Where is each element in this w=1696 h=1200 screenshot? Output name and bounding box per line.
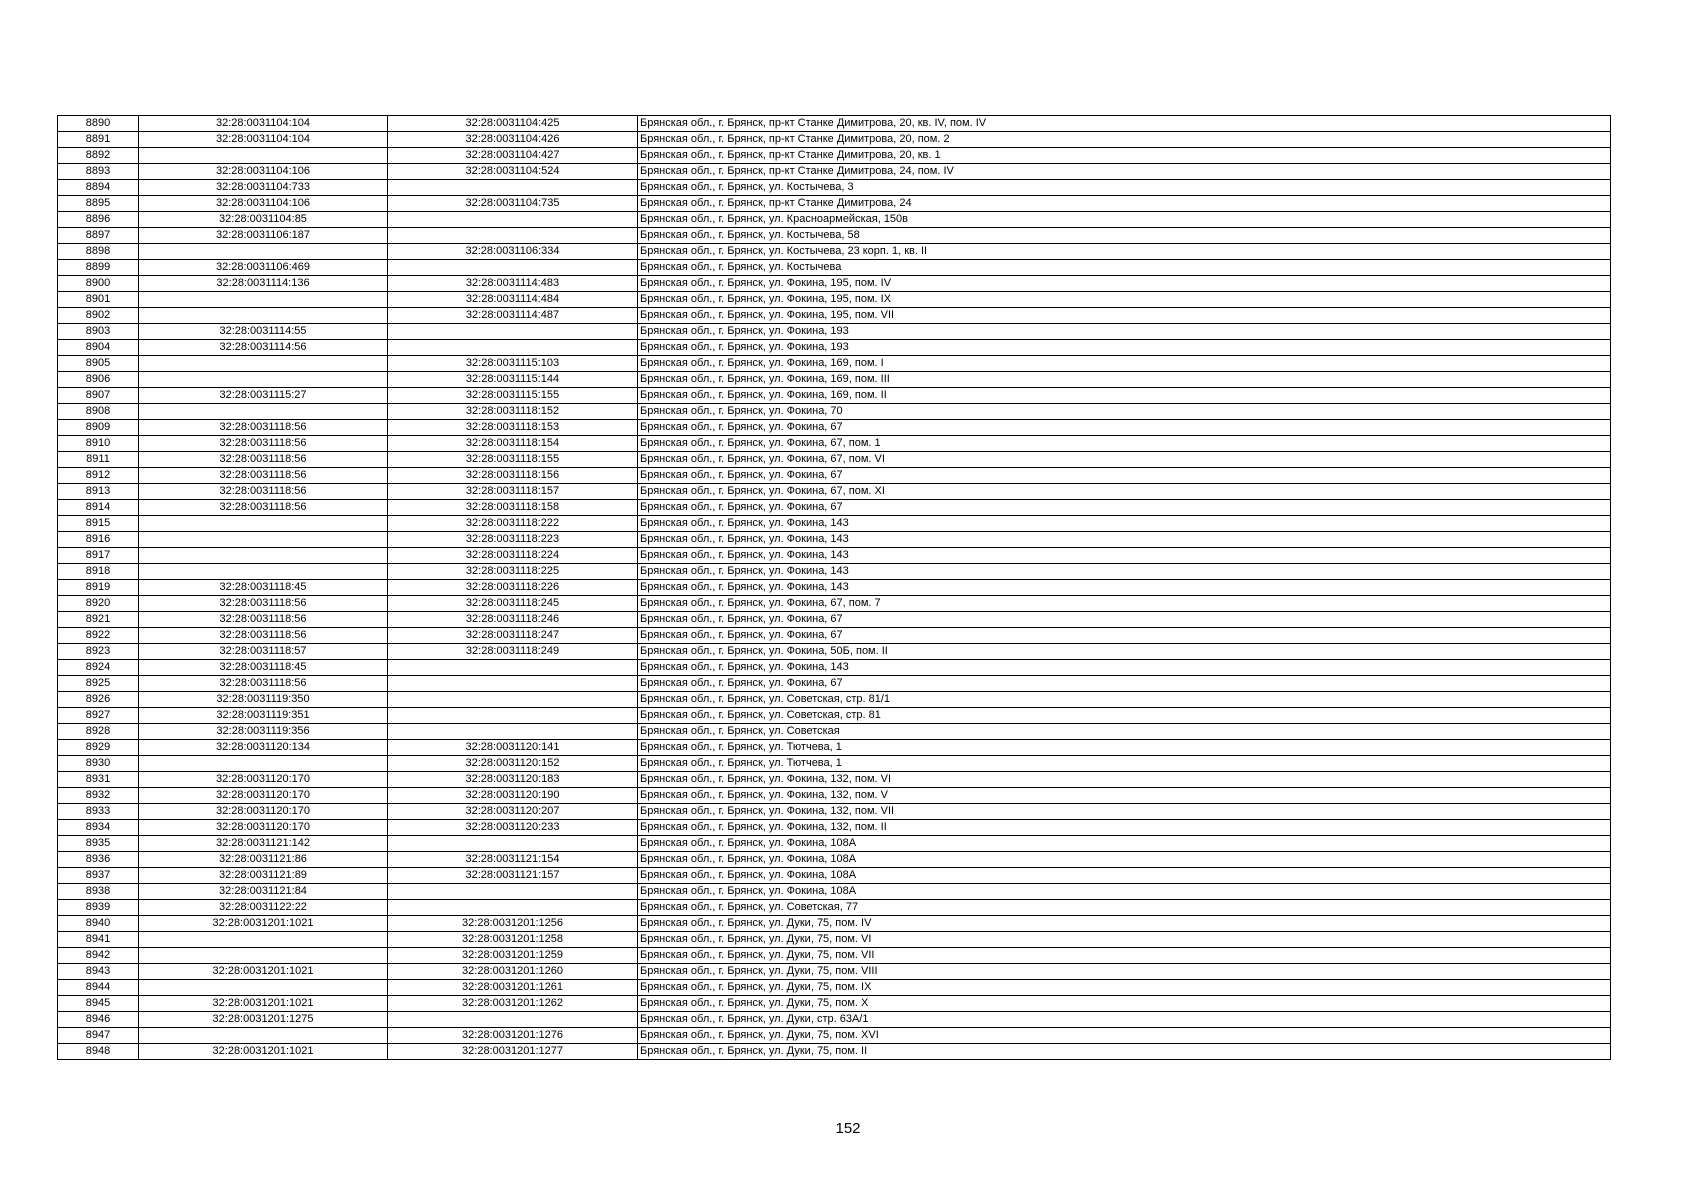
table-row <box>58 980 1611 996</box>
row-number-cell: 8941 <box>58 932 139 948</box>
row-number-cell: 8943 <box>58 964 139 980</box>
cadastral-object-cell: 32:28:0031104:427 <box>388 148 638 164</box>
row-number-cell: 8904 <box>58 340 139 356</box>
address-cell: Брянская обл., г. Брянск, ул. Фокина, 67, пом. XI <box>638 484 1611 500</box>
row-number-cell: 8908 <box>58 404 139 420</box>
cadastral-object-cell <box>388 228 638 244</box>
row-number-cell: 8919 <box>58 580 139 596</box>
row-number-cell: 8918 <box>58 564 139 580</box>
cadastral-parent-cell <box>139 756 388 772</box>
table-row <box>58 596 1611 612</box>
cadastral-object-cell <box>388 724 638 740</box>
cadastral-parent-cell <box>139 932 388 948</box>
cadastral-parent-cell: 32:28:0031121:84 <box>139 884 388 900</box>
cadastral-object-cell: 32:28:0031118:156 <box>388 468 638 484</box>
cadastral-object-cell <box>388 660 638 676</box>
address-cell: Брянская обл., г. Брянск, ул. Костычева, 23 корп. 1, кв. II <box>638 244 1611 260</box>
cadastral-object-cell: 32:28:0031114:487 <box>388 308 638 324</box>
cadastral-parent-cell: 32:28:0031120:170 <box>139 772 388 788</box>
row-number-cell: 8934 <box>58 820 139 836</box>
table-row <box>58 740 1611 756</box>
table-row <box>58 724 1611 740</box>
address-cell: Брянская обл., г. Брянск, ул. Фокина, 195, пом. VII <box>638 308 1611 324</box>
cadastral-parent-cell <box>139 292 388 308</box>
address-cell: Брянская обл., г. Брянск, ул. Советская, 77 <box>638 900 1611 916</box>
address-cell: Брянская обл., г. Брянск, ул. Дуки, 75, пом. X <box>638 996 1611 1012</box>
cadastral-object-cell: 32:28:0031114:483 <box>388 276 638 292</box>
cadastral-parent-cell <box>139 948 388 964</box>
cadastral-object-cell: 32:28:0031115:144 <box>388 372 638 388</box>
cadastral-parent-cell: 32:28:0031120:134 <box>139 740 388 756</box>
cadastral-object-cell: 32:28:0031118:249 <box>388 644 638 660</box>
cadastral-object-cell <box>388 212 638 228</box>
table-row <box>58 884 1611 900</box>
row-number-cell: 8920 <box>58 596 139 612</box>
address-cell: Брянская обл., г. Брянск, ул. Фокина, 132, пом. II <box>638 820 1611 836</box>
address-cell: Брянская обл., г. Брянск, пр-кт Станке Димитрова, 24, пом. IV <box>638 164 1611 180</box>
cadastral-parent-cell: 32:28:0031201:1021 <box>139 916 388 932</box>
address-cell: Брянская обл., г. Брянск, ул. Фокина, 108А <box>638 852 1611 868</box>
row-number-cell: 8913 <box>58 484 139 500</box>
table-row <box>58 644 1611 660</box>
row-number-cell: 8909 <box>58 420 139 436</box>
table-row <box>58 484 1611 500</box>
cadastral-object-cell: 32:28:0031118:224 <box>388 548 638 564</box>
cadastral-parent-cell <box>139 308 388 324</box>
cadastral-parent-cell: 32:28:0031104:104 <box>139 116 388 132</box>
address-cell: Брянская обл., г. Брянск, ул. Фокина, 67 <box>638 500 1611 516</box>
table-row <box>58 292 1611 308</box>
cadastral-parent-cell <box>139 244 388 260</box>
cadastral-parent-cell: 32:28:0031118:56 <box>139 500 388 516</box>
cadastral-object-cell <box>388 1012 638 1028</box>
cadastral-object-cell: 32:28:0031118:246 <box>388 612 638 628</box>
row-number-cell: 8944 <box>58 980 139 996</box>
address-cell: Брянская обл., г. Брянск, ул. Костычева <box>638 260 1611 276</box>
table-row <box>58 148 1611 164</box>
table-row <box>58 804 1611 820</box>
row-number-cell: 8928 <box>58 724 139 740</box>
cadastral-object-cell: 32:28:0031201:1262 <box>388 996 638 1012</box>
cadastral-object-cell: 32:28:0031104:426 <box>388 132 638 148</box>
address-cell: Брянская обл., г. Брянск, ул. Советская, стр. 81 <box>638 708 1611 724</box>
address-cell: Брянская обл., г. Брянск, ул. Фокина, 169, пом. II <box>638 388 1611 404</box>
address-cell: Брянская обл., г. Брянск, ул. Дуки, 75, пом. XVI <box>638 1028 1611 1044</box>
table-row <box>58 356 1611 372</box>
table-row <box>58 820 1611 836</box>
cadastral-object-cell: 32:28:0031120:190 <box>388 788 638 804</box>
cadastral-object-cell: 32:28:0031118:154 <box>388 436 638 452</box>
address-cell: Брянская обл., г. Брянск, ул. Фокина, 67, пом. VI <box>638 452 1611 468</box>
cadastral-parent-cell: 32:28:0031121:89 <box>139 868 388 884</box>
cadastral-parent-cell: 32:28:0031118:57 <box>139 644 388 660</box>
cadastral-object-cell <box>388 324 638 340</box>
cadastral-object-cell: 32:28:0031201:1276 <box>388 1028 638 1044</box>
table-row <box>58 308 1611 324</box>
cadastral-object-cell <box>388 340 638 356</box>
cadastral-parent-cell: 32:28:0031120:170 <box>139 788 388 804</box>
address-cell: Брянская обл., г. Брянск, ул. Костычева, 3 <box>638 180 1611 196</box>
table-row <box>58 948 1611 964</box>
cadastral-object-cell <box>388 260 638 276</box>
row-number-cell: 8929 <box>58 740 139 756</box>
address-cell: Брянская обл., г. Брянск, ул. Фокина, 67 <box>638 676 1611 692</box>
table-row <box>58 180 1611 196</box>
cadastral-object-cell: 32:28:0031121:157 <box>388 868 638 884</box>
table-row <box>58 580 1611 596</box>
table-row <box>58 260 1611 276</box>
row-number-cell: 8933 <box>58 804 139 820</box>
table-row <box>58 996 1611 1012</box>
table-row <box>58 1028 1611 1044</box>
address-cell: Брянская обл., г. Брянск, ул. Фокина, 67 <box>638 420 1611 436</box>
table-row <box>58 372 1611 388</box>
table-row <box>58 756 1611 772</box>
row-number-cell: 8932 <box>58 788 139 804</box>
cadastral-parent-cell: 32:28:0031104:106 <box>139 164 388 180</box>
table-row <box>58 612 1611 628</box>
row-number-cell: 8922 <box>58 628 139 644</box>
cadastral-parent-cell <box>139 564 388 580</box>
cadastral-object-cell: 32:28:0031118:247 <box>388 628 638 644</box>
cadastral-object-cell <box>388 180 638 196</box>
cadastral-parent-cell: 32:28:0031106:469 <box>139 260 388 276</box>
address-cell: Брянская обл., г. Брянск, ул. Дуки, 75, пом. IV <box>638 916 1611 932</box>
cadastral-parent-cell: 32:28:0031114:136 <box>139 276 388 292</box>
cadastral-parent-cell: 32:28:0031104:106 <box>139 196 388 212</box>
address-cell: Брянская обл., г. Брянск, ул. Фокина, 193 <box>638 340 1611 356</box>
table-row <box>58 468 1611 484</box>
address-cell: Брянская обл., г. Брянск, ул. Фокина, 193 <box>638 324 1611 340</box>
row-number-cell: 8893 <box>58 164 139 180</box>
table-row <box>58 628 1611 644</box>
table-row <box>58 868 1611 884</box>
cadastral-parent-cell <box>139 372 388 388</box>
register-table <box>57 115 1611 1060</box>
row-number-cell: 8931 <box>58 772 139 788</box>
cadastral-object-cell: 32:28:0031120:183 <box>388 772 638 788</box>
cadastral-parent-cell: 32:28:0031201:1021 <box>139 1044 388 1060</box>
cadastral-parent-cell: 32:28:0031114:56 <box>139 340 388 356</box>
address-cell: Брянская обл., г. Брянск, ул. Фокина, 67 <box>638 468 1611 484</box>
address-cell: Брянская обл., г. Брянск, ул. Фокина, 195, пом. IX <box>638 292 1611 308</box>
address-cell: Брянская обл., г. Брянск, ул. Фокина, 169, пом. III <box>638 372 1611 388</box>
row-number-cell: 8905 <box>58 356 139 372</box>
address-cell: Брянская обл., г. Брянск, ул. Тютчева, 1 <box>638 756 1611 772</box>
address-cell: Брянская обл., г. Брянск, ул. Советская <box>638 724 1611 740</box>
cadastral-parent-cell: 32:28:0031115:27 <box>139 388 388 404</box>
row-number-cell: 8911 <box>58 452 139 468</box>
row-number-cell: 8914 <box>58 500 139 516</box>
row-number-cell: 8917 <box>58 548 139 564</box>
table-row <box>58 532 1611 548</box>
cadastral-object-cell <box>388 836 638 852</box>
address-cell: Брянская обл., г. Брянск, ул. Фокина, 67 <box>638 612 1611 628</box>
row-number-cell: 8912 <box>58 468 139 484</box>
address-cell: Брянская обл., г. Брянск, ул. Дуки, 75, пом. VII <box>638 948 1611 964</box>
cadastral-object-cell: 32:28:0031118:155 <box>388 452 638 468</box>
cadastral-parent-cell: 32:28:0031120:170 <box>139 804 388 820</box>
address-cell: Брянская обл., г. Брянск, ул. Костычева, 58 <box>638 228 1611 244</box>
cadastral-parent-cell: 32:28:0031118:56 <box>139 436 388 452</box>
table-row <box>58 772 1611 788</box>
cadastral-parent-cell: 32:28:0031104:104 <box>139 132 388 148</box>
cadastral-object-cell: 32:28:0031201:1256 <box>388 916 638 932</box>
cadastral-parent-cell: 32:28:0031106:187 <box>139 228 388 244</box>
address-cell: Брянская обл., г. Брянск, ул. Фокина, 132, пом. VII <box>638 804 1611 820</box>
cadastral-object-cell: 32:28:0031121:154 <box>388 852 638 868</box>
cadastral-object-cell: 32:28:0031106:334 <box>388 244 638 260</box>
cadastral-parent-cell: 32:28:0031118:56 <box>139 452 388 468</box>
cadastral-parent-cell: 32:28:0031118:56 <box>139 484 388 500</box>
address-cell: Брянская обл., г. Брянск, пр-кт Станке Димитрова, 24 <box>638 196 1611 212</box>
table-row <box>58 900 1611 916</box>
row-number-cell: 8938 <box>58 884 139 900</box>
cadastral-parent-cell: 32:28:0031118:45 <box>139 660 388 676</box>
cadastral-parent-cell: 32:28:0031201:1021 <box>139 964 388 980</box>
table-row <box>58 548 1611 564</box>
cadastral-parent-cell <box>139 1028 388 1044</box>
table-row <box>58 564 1611 580</box>
cadastral-parent-cell: 32:28:0031118:56 <box>139 468 388 484</box>
cadastral-parent-cell <box>139 404 388 420</box>
table-row <box>58 932 1611 948</box>
cadastral-object-cell: 32:28:0031120:233 <box>388 820 638 836</box>
row-number-cell: 8948 <box>58 1044 139 1060</box>
row-number-cell: 8946 <box>58 1012 139 1028</box>
cadastral-parent-cell: 32:28:0031118:56 <box>139 676 388 692</box>
cadastral-object-cell: 32:28:0031118:226 <box>388 580 638 596</box>
address-cell: Брянская обл., г. Брянск, пр-кт Станке Димитрова, 20, кв. 1 <box>638 148 1611 164</box>
cadastral-object-cell: 32:28:0031118:225 <box>388 564 638 580</box>
address-cell: Брянская обл., г. Брянск, ул. Фокина, 67, пом. 1 <box>638 436 1611 452</box>
cadastral-parent-cell <box>139 532 388 548</box>
cadastral-parent-cell: 32:28:0031118:56 <box>139 612 388 628</box>
address-cell: Брянская обл., г. Брянск, ул. Фокина, 143 <box>638 516 1611 532</box>
table-row <box>58 964 1611 980</box>
cadastral-object-cell: 32:28:0031201:1259 <box>388 948 638 964</box>
row-number-cell: 8892 <box>58 148 139 164</box>
table-row <box>58 708 1611 724</box>
cadastral-object-cell: 32:28:0031114:484 <box>388 292 638 308</box>
address-cell: Брянская обл., г. Брянск, ул. Фокина, 132, пом. V <box>638 788 1611 804</box>
cadastral-parent-cell: 32:28:0031104:733 <box>139 180 388 196</box>
address-cell: Брянская обл., г. Брянск, ул. Дуки, 75, пом. IX <box>638 980 1611 996</box>
cadastral-parent-cell: 32:28:0031119:356 <box>139 724 388 740</box>
address-cell: Брянская обл., г. Брянск, ул. Фокина, 67 <box>638 628 1611 644</box>
cadastral-parent-cell: 32:28:0031120:170 <box>139 820 388 836</box>
address-cell: Брянская обл., г. Брянск, ул. Советская, стр. 81/1 <box>638 692 1611 708</box>
row-number-cell: 8940 <box>58 916 139 932</box>
cadastral-object-cell: 32:28:0031118:153 <box>388 420 638 436</box>
address-cell: Брянская обл., г. Брянск, ул. Фокина, 143 <box>638 580 1611 596</box>
cadastral-parent-cell: 32:28:0031121:86 <box>139 852 388 868</box>
address-cell: Брянская обл., г. Брянск, ул. Фокина, 143 <box>638 564 1611 580</box>
row-number-cell: 8895 <box>58 196 139 212</box>
cadastral-object-cell: 32:28:0031201:1258 <box>388 932 638 948</box>
table-row <box>58 676 1611 692</box>
cadastral-object-cell: 32:28:0031120:141 <box>388 740 638 756</box>
row-number-cell: 8937 <box>58 868 139 884</box>
cadastral-object-cell: 32:28:0031118:157 <box>388 484 638 500</box>
table-row <box>58 244 1611 260</box>
address-cell: Брянская обл., г. Брянск, ул. Фокина, 132, пом. VI <box>638 772 1611 788</box>
address-cell: Брянская обл., г. Брянск, ул. Фокина, 50Б, пом. II <box>638 644 1611 660</box>
row-number-cell: 8890 <box>58 116 139 132</box>
cadastral-object-cell: 32:28:0031118:222 <box>388 516 638 532</box>
table-row <box>58 660 1611 676</box>
table-row <box>58 324 1611 340</box>
row-number-cell: 8925 <box>58 676 139 692</box>
row-number-cell: 8947 <box>58 1028 139 1044</box>
row-number-cell: 8915 <box>58 516 139 532</box>
table-row <box>58 420 1611 436</box>
cadastral-object-cell: 32:28:0031104:425 <box>388 116 638 132</box>
cadastral-object-cell <box>388 884 638 900</box>
row-number-cell: 8935 <box>58 836 139 852</box>
cadastral-object-cell: 32:28:0031201:1277 <box>388 1044 638 1060</box>
cadastral-object-cell: 32:28:0031201:1261 <box>388 980 638 996</box>
address-cell: Брянская обл., г. Брянск, ул. Фокина, 108А <box>638 884 1611 900</box>
row-number-cell: 8927 <box>58 708 139 724</box>
row-number-cell: 8945 <box>58 996 139 1012</box>
table-row <box>58 164 1611 180</box>
address-cell: Брянская обл., г. Брянск, ул. Дуки, стр. 63А/1 <box>638 1012 1611 1028</box>
table-row <box>58 500 1611 516</box>
row-number-cell: 8930 <box>58 756 139 772</box>
table-row <box>58 516 1611 532</box>
cadastral-object-cell: 32:28:0031118:245 <box>388 596 638 612</box>
row-number-cell: 8906 <box>58 372 139 388</box>
cadastral-object-cell <box>388 900 638 916</box>
cadastral-object-cell: 32:28:0031120:207 <box>388 804 638 820</box>
cadastral-object-cell <box>388 708 638 724</box>
cadastral-parent-cell: 32:28:0031201:1021 <box>139 996 388 1012</box>
row-number-cell: 8924 <box>58 660 139 676</box>
address-cell: Брянская обл., г. Брянск, ул. Фокина, 195, пом. IV <box>638 276 1611 292</box>
address-cell: Брянская обл., г. Брянск, пр-кт Станке Димитрова, 20, кв. IV, пом. IV <box>638 116 1611 132</box>
cadastral-parent-cell: 32:28:0031118:56 <box>139 420 388 436</box>
cadastral-object-cell: 32:28:0031118:223 <box>388 532 638 548</box>
row-number-cell: 8942 <box>58 948 139 964</box>
address-cell: Брянская обл., г. Брянск, ул. Фокина, 70 <box>638 404 1611 420</box>
address-cell: Брянская обл., г. Брянск, ул. Фокина, 143 <box>638 660 1611 676</box>
page-number: 152 <box>835 1120 861 1137</box>
row-number-cell: 8926 <box>58 692 139 708</box>
row-number-cell: 8902 <box>58 308 139 324</box>
address-cell: Брянская обл., г. Брянск, ул. Фокина, 108А <box>638 836 1611 852</box>
row-number-cell: 8899 <box>58 260 139 276</box>
cadastral-parent-cell: 32:28:0031118:56 <box>139 628 388 644</box>
table-row <box>58 404 1611 420</box>
table-row <box>58 340 1611 356</box>
cadastral-parent-cell <box>139 548 388 564</box>
table-row <box>58 1044 1611 1060</box>
address-cell: Брянская обл., г. Брянск, ул. Фокина, 143 <box>638 532 1611 548</box>
table-row <box>58 196 1611 212</box>
address-cell: Брянская обл., г. Брянск, ул. Фокина, 169, пом. I <box>638 356 1611 372</box>
table-row <box>58 276 1611 292</box>
table-row <box>58 132 1611 148</box>
register-table-body <box>58 116 1611 1060</box>
table-row <box>58 836 1611 852</box>
table-row <box>58 228 1611 244</box>
row-number-cell: 8898 <box>58 244 139 260</box>
cadastral-object-cell: 32:28:0031115:103 <box>388 356 638 372</box>
address-cell: Брянская обл., г. Брянск, ул. Фокина, 143 <box>638 548 1611 564</box>
cadastral-parent-cell: 32:28:0031118:56 <box>139 596 388 612</box>
cadastral-parent-cell: 32:28:0031201:1275 <box>139 1012 388 1028</box>
cadastral-parent-cell: 32:28:0031118:45 <box>139 580 388 596</box>
row-number-cell: 8894 <box>58 180 139 196</box>
row-number-cell: 8936 <box>58 852 139 868</box>
table-row <box>58 916 1611 932</box>
table-row <box>58 692 1611 708</box>
table-row <box>58 1012 1611 1028</box>
address-cell: Брянская обл., г. Брянск, пр-кт Станке Димитрова, 20, пом. 2 <box>638 132 1611 148</box>
cadastral-object-cell: 32:28:0031201:1260 <box>388 964 638 980</box>
cadastral-object-cell: 32:28:0031104:524 <box>388 164 638 180</box>
row-number-cell: 8910 <box>58 436 139 452</box>
cadastral-parent-cell: 32:28:0031119:350 <box>139 692 388 708</box>
address-cell: Брянская обл., г. Брянск, ул. Красноармейская, 150в <box>638 212 1611 228</box>
address-cell: Брянская обл., г. Брянск, ул. Дуки, 75, пом. VIII <box>638 964 1611 980</box>
cadastral-parent-cell: 32:28:0031119:351 <box>139 708 388 724</box>
table-row <box>58 436 1611 452</box>
table-row <box>58 116 1611 132</box>
row-number-cell: 8916 <box>58 532 139 548</box>
cadastral-object-cell <box>388 676 638 692</box>
cadastral-parent-cell: 32:28:0031121:142 <box>139 836 388 852</box>
row-number-cell: 8901 <box>58 292 139 308</box>
cadastral-parent-cell: 32:28:0031114:55 <box>139 324 388 340</box>
cadastral-object-cell: 32:28:0031120:152 <box>388 756 638 772</box>
row-number-cell: 8897 <box>58 228 139 244</box>
address-cell: Брянская обл., г. Брянск, ул. Тютчева, 1 <box>638 740 1611 756</box>
cadastral-object-cell: 32:28:0031118:158 <box>388 500 638 516</box>
address-cell: Брянская обл., г. Брянск, ул. Фокина, 108А <box>638 868 1611 884</box>
cadastral-parent-cell: 32:28:0031122:22 <box>139 900 388 916</box>
row-number-cell: 8907 <box>58 388 139 404</box>
cadastral-object-cell: 32:28:0031104:735 <box>388 196 638 212</box>
table-row <box>58 388 1611 404</box>
cadastral-parent-cell: 32:28:0031104:85 <box>139 212 388 228</box>
table-row <box>58 788 1611 804</box>
table-row <box>58 212 1611 228</box>
row-number-cell: 8896 <box>58 212 139 228</box>
table-row <box>58 452 1611 468</box>
cadastral-parent-cell <box>139 980 388 996</box>
row-number-cell: 8891 <box>58 132 139 148</box>
row-number-cell: 8903 <box>58 324 139 340</box>
table-row <box>58 852 1611 868</box>
row-number-cell: 8900 <box>58 276 139 292</box>
cadastral-parent-cell <box>139 356 388 372</box>
cadastral-object-cell: 32:28:0031118:152 <box>388 404 638 420</box>
row-number-cell: 8921 <box>58 612 139 628</box>
cadastral-parent-cell <box>139 148 388 164</box>
cadastral-object-cell: 32:28:0031115:155 <box>388 388 638 404</box>
row-number-cell: 8939 <box>58 900 139 916</box>
cadastral-object-cell <box>388 692 638 708</box>
cadastral-parent-cell <box>139 516 388 532</box>
address-cell: Брянская обл., г. Брянск, ул. Дуки, 75, пом. VI <box>638 932 1611 948</box>
row-number-cell: 8923 <box>58 644 139 660</box>
address-cell: Брянская обл., г. Брянск, ул. Фокина, 67, пом. 7 <box>638 596 1611 612</box>
address-cell: Брянская обл., г. Брянск, ул. Дуки, 75, пом. II <box>638 1044 1611 1060</box>
